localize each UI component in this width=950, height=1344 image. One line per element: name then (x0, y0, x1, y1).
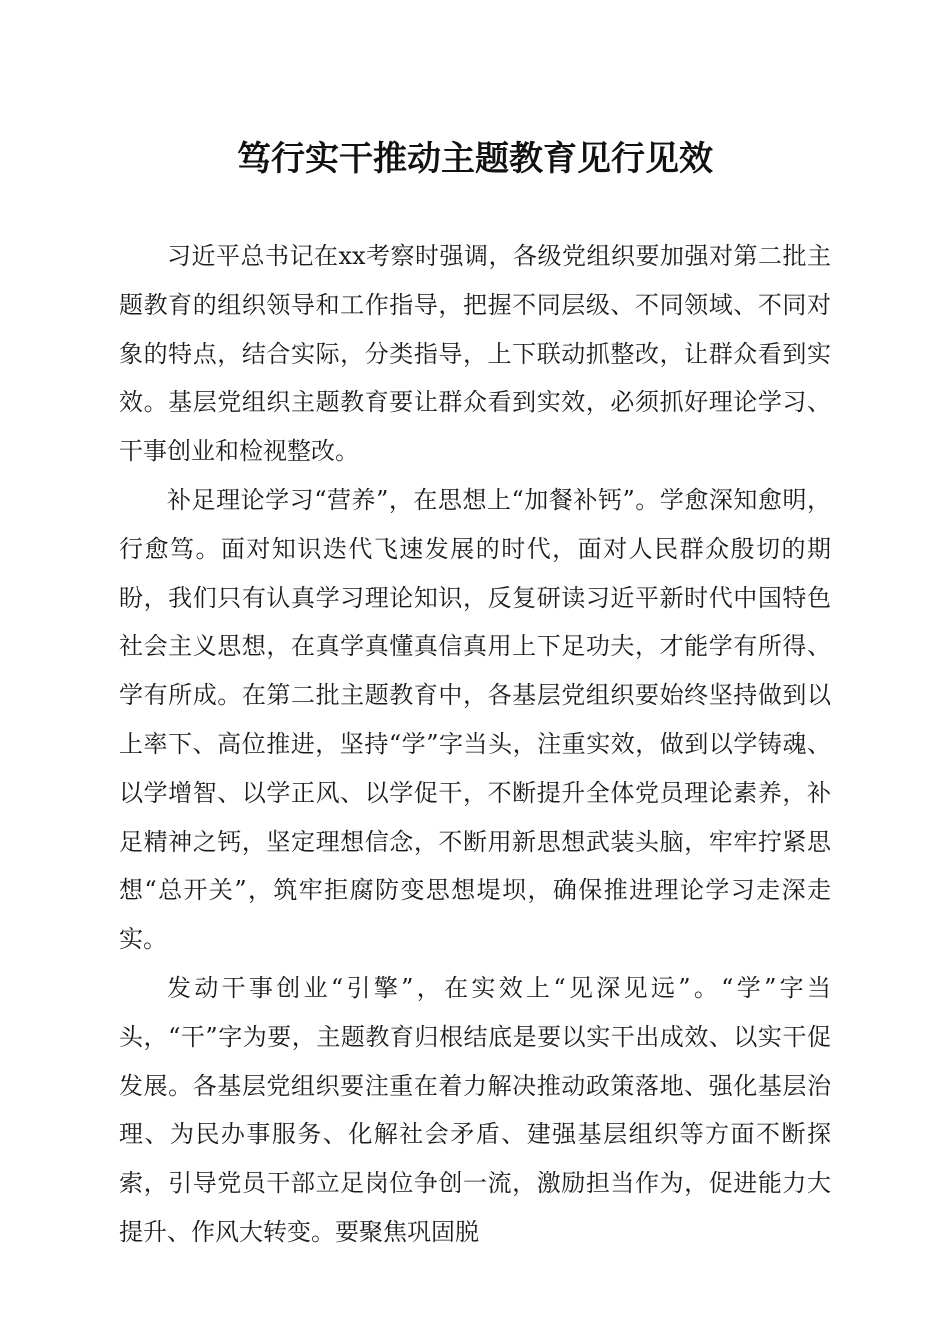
paragraph-2: 补足理论学习“营养”，在思想上“加餐补钙”。学愈深知愈明，行愈笃。面对知识迭代飞速发展的时代，面对人民群众殷切的期盼，我们只有认真学习理论知识，反复研读习近平新时代中国特色社会主义思想，在真学真懂真信真用上下足功夫，才能学有所得、学有所成。在第二批主题教育中，各基层党组织要始终坚持做到以上率下、高位推进，坚持“学”字当头，注重实效，做到以学铸魂、以学增智、以学正风、以学促干，不断提升全体党员理论素养，补足精神之钙，坚定理想信念，不断用新思想武装头脑，牢牢拧紧思想“总开关”，筑牢拒腐防变思想堤坝，确保推进理论学习走深走实。 (119, 485, 831, 954)
document-body (119, 232, 831, 1257)
paragraph-3: 发动干事创业“引擎”，在实效上“见深见远”。“学”字当头，“干”字为要，主题教育归根结底是要以实干出成效、以实干促发展。各基层党组织要注重在着力解决推动政策落地、强化基层治理、为民办事服务、化解社会矛盾、建强基层组织等方面不断探索，引导党员干部立足岗位争创一流，激励担当作为，促进能力大提升、作风大转变。要聚焦巩固脱 (119, 973, 831, 1246)
paragraph-1: 习近平总书记在xx考察时强调，各级党组织要加强对第二批主题教育的组织领导和工作指导，把握不同层级、不同领域、不同对象的特点，结合实际，分类指导，上下联动抓整改，让群众看到实效。基层党组织主题教育要让群众看到实效，必须抓好理论学习、干事创业和检视整改。 (119, 242, 831, 466)
document-title: 笃行实干推动主题教育见行见效 (237, 139, 713, 179)
